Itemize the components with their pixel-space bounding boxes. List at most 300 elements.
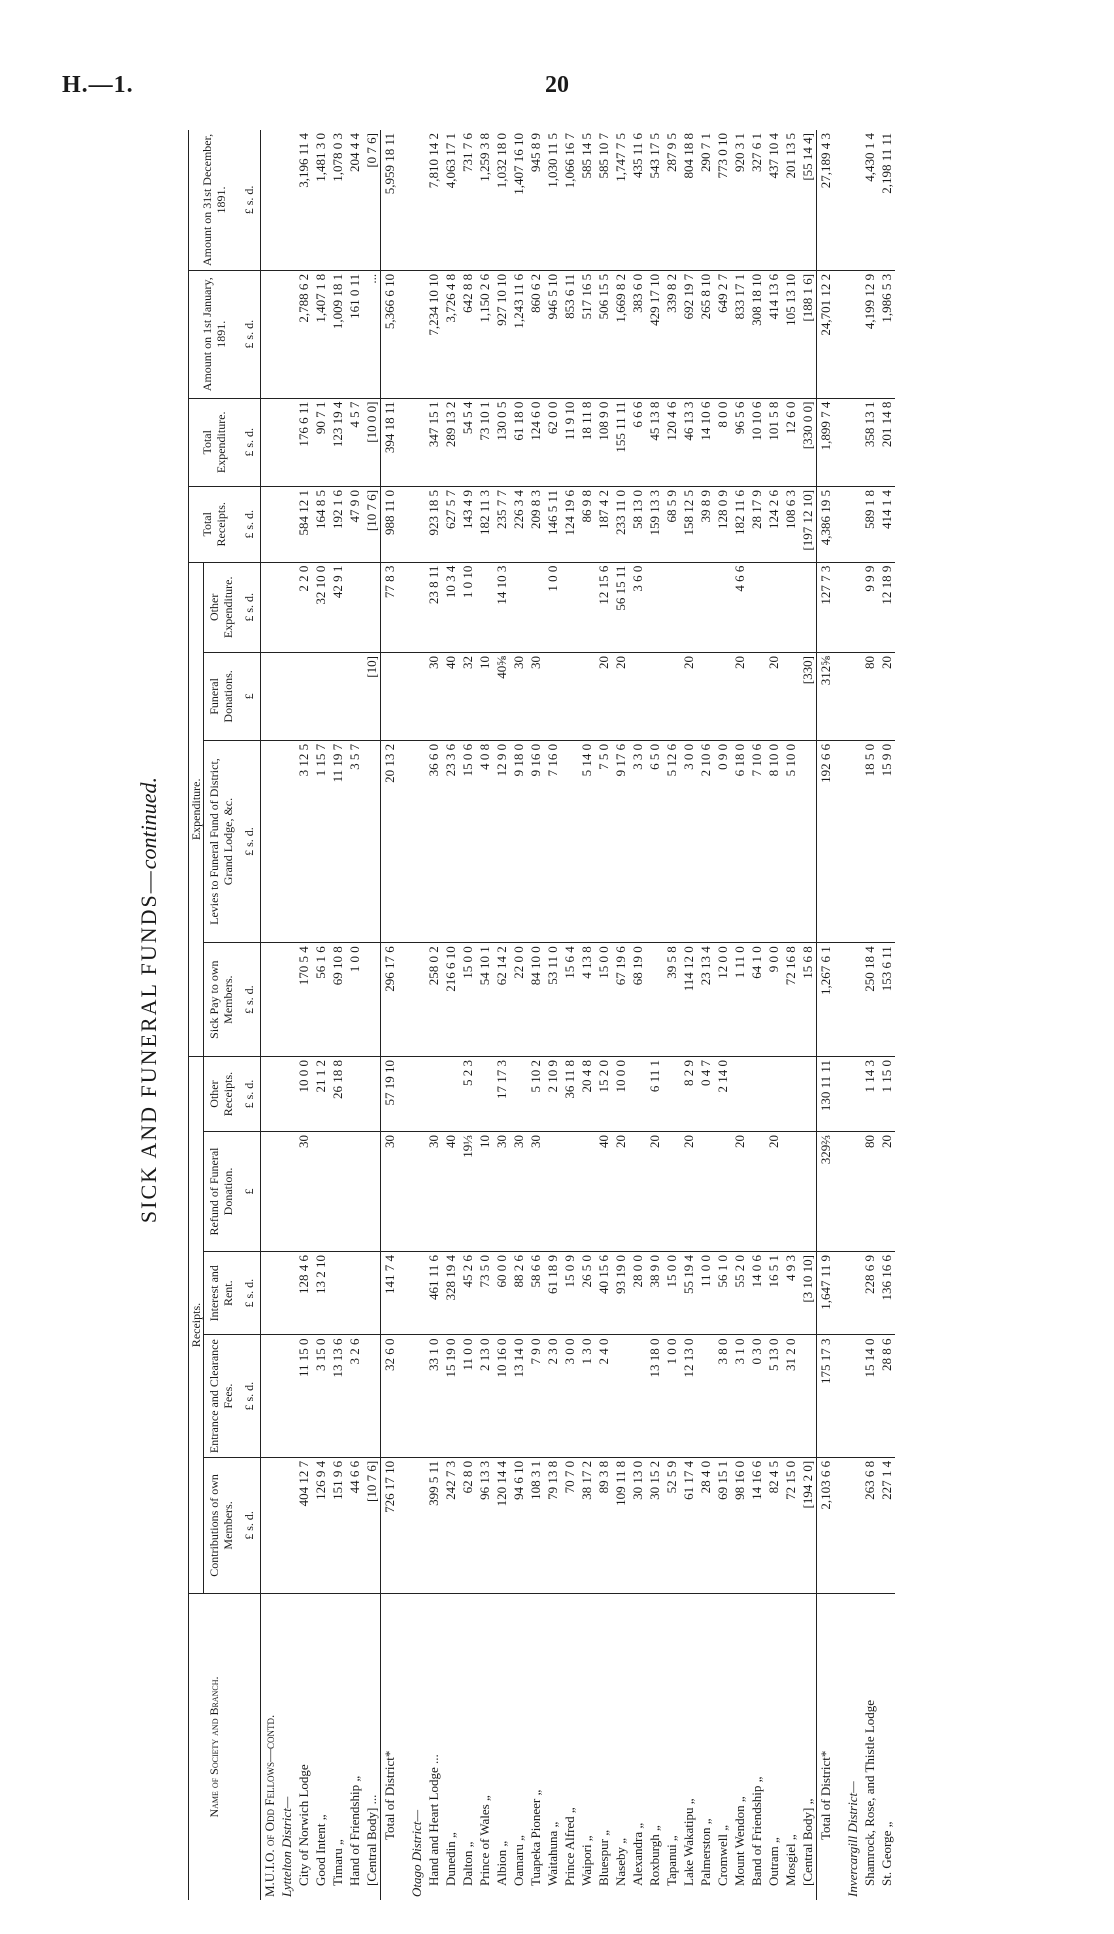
empty-cell bbox=[834, 1132, 844, 1252]
value-cell bbox=[663, 1132, 680, 1252]
value-cell bbox=[363, 1132, 381, 1252]
value-cell: 68 19 0 bbox=[629, 943, 646, 1057]
value-cell: 13 18 0 bbox=[646, 1335, 663, 1457]
value-cell bbox=[363, 1057, 381, 1132]
units-cell: £ s. d. bbox=[238, 1251, 261, 1334]
value-cell: 1,243 11 6 bbox=[510, 270, 527, 398]
value-cell bbox=[714, 562, 731, 652]
col-contributions: Contributions of own Members. bbox=[204, 1457, 239, 1593]
value-cell: 228 6 9 bbox=[861, 1251, 878, 1334]
value-cell bbox=[363, 943, 381, 1057]
society-heading bbox=[261, 130, 279, 1900]
value-cell: 517 16 5 bbox=[578, 270, 595, 398]
value-cell: 20 bbox=[731, 653, 748, 741]
empty-cell bbox=[408, 1335, 425, 1457]
branch-name: Total of District* bbox=[381, 1594, 399, 1901]
value-cell bbox=[748, 562, 765, 652]
value-cell bbox=[346, 1132, 363, 1252]
value-cell: 28 8 6 bbox=[878, 1335, 895, 1457]
value-cell: 5 14 0 bbox=[578, 740, 595, 942]
value-cell bbox=[561, 1132, 578, 1252]
col-other-receipts: Other Receipts. bbox=[204, 1057, 239, 1132]
value-cell bbox=[346, 562, 363, 652]
value-cell: 20 bbox=[731, 1132, 748, 1252]
page-id: H.—1. bbox=[62, 72, 134, 98]
value-cell: 22 0 0 bbox=[510, 943, 527, 1057]
value-cell: 7,810 14 2 bbox=[425, 130, 442, 270]
empty-cell bbox=[261, 486, 279, 562]
table-row bbox=[442, 130, 459, 1900]
value-cell: 108 3 1 bbox=[527, 1457, 544, 1593]
empty-cell bbox=[834, 740, 844, 942]
value-cell bbox=[476, 562, 493, 652]
value-cell: 627 5 7 bbox=[442, 486, 459, 562]
value-cell bbox=[697, 562, 714, 652]
units-cell: £ bbox=[238, 1132, 261, 1252]
value-cell: 13 2 10 bbox=[312, 1251, 329, 1334]
value-cell bbox=[765, 1057, 782, 1132]
value-cell: 347 15 1 bbox=[425, 398, 442, 486]
col-refund-funeral: Refund of Funeral Donation. bbox=[204, 1132, 239, 1252]
branch-name: Dunedin „ bbox=[443, 1832, 458, 1886]
value-cell: 130 11 11 bbox=[817, 1057, 835, 1132]
value-cell: 20 4 8 bbox=[578, 1057, 595, 1132]
branch-name: Alexandra „ bbox=[630, 1822, 645, 1886]
value-cell bbox=[312, 1132, 329, 1252]
value-cell bbox=[295, 653, 312, 741]
value-cell: 216 6 10 bbox=[442, 943, 459, 1057]
value-cell: 54 10 1 bbox=[476, 943, 493, 1057]
value-cell: 30 bbox=[425, 1132, 442, 1252]
empty-cell bbox=[844, 486, 861, 562]
value-cell: 69 10 8 bbox=[329, 943, 346, 1057]
units-cell: £ s. d. bbox=[238, 1335, 261, 1457]
value-cell: 3 2 6 bbox=[346, 1335, 363, 1457]
value-cell: 7 16 0 bbox=[544, 740, 561, 942]
branch-name: Tuapeka Pioneer „ bbox=[528, 1789, 543, 1886]
empty-cell bbox=[261, 740, 279, 942]
units-cell: £ s. d. bbox=[238, 270, 261, 398]
value-cell: 86 9 8 bbox=[578, 486, 595, 562]
value-cell: 4 9 3 bbox=[782, 1251, 799, 1334]
value-cell bbox=[561, 653, 578, 741]
value-cell bbox=[527, 562, 544, 652]
value-cell: [330 0 0] bbox=[799, 398, 817, 486]
value-cell: 10 0 0 bbox=[295, 1057, 312, 1132]
value-cell bbox=[782, 1132, 799, 1252]
value-cell: 36 11 8 bbox=[561, 1057, 578, 1132]
value-cell: 6 11 1 bbox=[646, 1057, 663, 1132]
empty-cell bbox=[834, 653, 844, 741]
value-cell: 128 0 9 bbox=[714, 486, 731, 562]
value-cell: 82 4 5 bbox=[765, 1457, 782, 1593]
page-number: 20 bbox=[545, 72, 569, 98]
units-cell: £ s. d. bbox=[238, 1457, 261, 1593]
value-cell: 9 9 9 bbox=[861, 562, 878, 652]
value-cell: 1 15 7 bbox=[312, 740, 329, 942]
value-cell: 833 17 1 bbox=[731, 270, 748, 398]
value-cell: 20 bbox=[878, 1132, 895, 1252]
units-name bbox=[238, 1594, 261, 1901]
value-cell: 30 15 2 bbox=[646, 1457, 663, 1593]
value-cell: 3 6 0 bbox=[629, 562, 646, 652]
value-cell bbox=[578, 653, 595, 741]
value-cell: 585 14 5 bbox=[578, 130, 595, 270]
value-cell: 10 bbox=[476, 653, 493, 741]
branch-name: Hand of Friendship „ bbox=[347, 1775, 362, 1886]
branch-name: Albion „ bbox=[494, 1840, 509, 1886]
value-cell: 12 15 6 bbox=[595, 562, 612, 652]
value-cell: 312⅝ bbox=[817, 653, 835, 741]
value-cell: 26 18 8 bbox=[329, 1057, 346, 1132]
value-cell: 79 13 8 bbox=[544, 1457, 561, 1593]
value-cell: 3 8 0 bbox=[714, 1335, 731, 1457]
value-cell: [188 1 6] bbox=[799, 270, 817, 398]
society-heading-label: M.U.I.O. of Odd Fellows—contd. bbox=[262, 1714, 277, 1897]
value-cell: 20 bbox=[765, 653, 782, 741]
district-heading bbox=[844, 130, 861, 1900]
value-cell: 5 12 6 bbox=[663, 740, 680, 942]
district-heading-label: Invercargill District— bbox=[845, 1781, 860, 1897]
value-cell: 945 8 9 bbox=[527, 130, 544, 270]
value-cell: 12 0 0 bbox=[714, 943, 731, 1057]
value-cell: 18 5 0 bbox=[861, 740, 878, 942]
empty-cell bbox=[844, 943, 861, 1057]
value-cell: 40 15 6 bbox=[595, 1251, 612, 1334]
value-cell: 93 19 0 bbox=[612, 1251, 629, 1334]
value-cell: 15 19 0 bbox=[442, 1335, 459, 1457]
value-cell: 1,986 5 3 bbox=[878, 270, 895, 398]
empty-cell bbox=[408, 562, 425, 652]
value-cell: 175 17 3 bbox=[817, 1335, 835, 1457]
table-row bbox=[731, 130, 748, 1900]
value-cell: 57 19 10 bbox=[381, 1057, 399, 1132]
value-cell: 62 14 2 bbox=[493, 943, 510, 1057]
value-cell: 1,407 16 10 bbox=[510, 130, 527, 270]
value-cell bbox=[782, 562, 799, 652]
value-cell: 108 6 3 bbox=[782, 486, 799, 562]
value-cell: 124 6 0 bbox=[527, 398, 544, 486]
value-cell: 30 13 0 bbox=[629, 1457, 646, 1593]
branch-name: City of Norwich Lodge bbox=[296, 1764, 311, 1886]
value-cell: 40 bbox=[442, 1132, 459, 1252]
units-cell: £ s. d. bbox=[238, 1057, 261, 1132]
value-cell: 58 13 0 bbox=[629, 486, 646, 562]
value-cell: 161 0 11 bbox=[346, 270, 363, 398]
value-cell: 13 13 6 bbox=[329, 1335, 346, 1457]
value-cell: 14 10 6 bbox=[697, 398, 714, 486]
value-cell: 30 bbox=[527, 1132, 544, 1252]
value-cell bbox=[663, 1057, 680, 1132]
empty-cell bbox=[261, 653, 279, 741]
value-cell: [330] bbox=[799, 653, 817, 741]
value-cell: 584 12 1 bbox=[295, 486, 312, 562]
empty-cell bbox=[834, 398, 844, 486]
value-cell: 258 0 2 bbox=[425, 943, 442, 1057]
empty-cell bbox=[261, 398, 279, 486]
empty-cell bbox=[834, 1251, 844, 1334]
value-cell: 101 5 8 bbox=[765, 398, 782, 486]
value-cell: 235 7 7 bbox=[493, 486, 510, 562]
table-row bbox=[544, 130, 561, 1900]
empty-cell bbox=[398, 943, 408, 1057]
empty-cell bbox=[844, 1132, 861, 1252]
empty-cell bbox=[844, 130, 861, 270]
value-cell: 15 0 6 bbox=[459, 740, 476, 942]
units-cell: £ s. d. bbox=[238, 486, 261, 562]
empty-cell bbox=[398, 130, 408, 270]
value-cell: 18 11 8 bbox=[578, 398, 595, 486]
value-cell: 1 3 0 bbox=[578, 1335, 595, 1457]
value-cell: 15 0 0 bbox=[663, 1251, 680, 1334]
branch-name: Lake Wakatipu „ bbox=[681, 1798, 696, 1886]
value-cell: 31 2 0 bbox=[782, 1335, 799, 1457]
table-row bbox=[363, 130, 381, 1900]
value-cell bbox=[629, 1132, 646, 1252]
value-cell: 12 9 0 bbox=[493, 740, 510, 942]
value-cell: 14 16 6 bbox=[748, 1457, 765, 1593]
value-cell: 108 9 0 bbox=[595, 398, 612, 486]
value-cell bbox=[782, 653, 799, 741]
value-cell bbox=[561, 562, 578, 652]
value-cell: 201 14 8 bbox=[878, 398, 895, 486]
value-cell: 435 11 6 bbox=[629, 130, 646, 270]
empty-cell bbox=[278, 1251, 295, 1334]
value-cell bbox=[381, 653, 399, 741]
value-cell: 328 19 4 bbox=[442, 1251, 459, 1334]
value-cell: 105 13 10 bbox=[782, 270, 799, 398]
value-cell: 20 bbox=[646, 1132, 663, 1252]
value-cell: 7 10 6 bbox=[748, 740, 765, 942]
value-cell: 62 0 0 bbox=[544, 398, 561, 486]
value-cell: 120 14 4 bbox=[493, 1457, 510, 1593]
value-cell: 24,701 12 2 bbox=[817, 270, 835, 398]
value-cell: 642 8 8 bbox=[459, 270, 476, 398]
table-row bbox=[329, 130, 346, 1900]
value-cell bbox=[646, 653, 663, 741]
empty-cell bbox=[398, 562, 408, 652]
empty-cell bbox=[278, 1057, 295, 1132]
units-cell: £ s. d. bbox=[238, 398, 261, 486]
empty-cell bbox=[834, 562, 844, 652]
branch-name: Roxburgh „ bbox=[647, 1825, 662, 1886]
value-cell: 15 0 0 bbox=[459, 943, 476, 1057]
value-cell: 209 8 3 bbox=[527, 486, 544, 562]
empty-cell bbox=[408, 1457, 425, 1593]
empty-cell bbox=[278, 486, 295, 562]
empty-cell bbox=[408, 130, 425, 270]
value-cell: 30 bbox=[510, 1132, 527, 1252]
value-cell: 726 17 10 bbox=[381, 1457, 399, 1593]
table-row bbox=[510, 130, 527, 1900]
value-cell: 9 17 6 bbox=[612, 740, 629, 942]
table-row bbox=[425, 130, 442, 1900]
value-cell: 1,009 18 1 bbox=[329, 270, 346, 398]
value-cell: 170 5 4 bbox=[295, 943, 312, 1057]
value-cell: 10 bbox=[476, 1132, 493, 1252]
value-cell bbox=[363, 1335, 381, 1457]
value-cell: 187 4 2 bbox=[595, 486, 612, 562]
empty-cell bbox=[398, 1335, 408, 1457]
sick-funeral-funds-table bbox=[188, 130, 895, 1900]
value-cell: 1,267 6 1 bbox=[817, 943, 835, 1057]
empty-cell bbox=[844, 562, 861, 652]
empty-cell bbox=[278, 1132, 295, 1252]
empty-cell bbox=[261, 130, 279, 270]
value-cell: 233 11 0 bbox=[612, 486, 629, 562]
empty-cell bbox=[844, 1457, 861, 1593]
value-cell: 128 4 6 bbox=[295, 1251, 312, 1334]
value-cell: 56 1 6 bbox=[312, 943, 329, 1057]
value-cell: 32 10 0 bbox=[312, 562, 329, 652]
value-cell: 5 2 3 bbox=[459, 1057, 476, 1132]
value-cell bbox=[748, 1057, 765, 1132]
value-cell: 1,259 3 8 bbox=[476, 130, 493, 270]
table-row bbox=[527, 130, 544, 1900]
value-cell: 853 6 11 bbox=[561, 270, 578, 398]
value-cell: 55 19 4 bbox=[680, 1251, 697, 1334]
value-cell: [10 7 6] bbox=[363, 1457, 381, 1593]
empty-cell bbox=[834, 1057, 844, 1132]
empty-cell bbox=[844, 1057, 861, 1132]
value-cell: 804 18 8 bbox=[680, 130, 697, 270]
value-cell: 158 12 5 bbox=[680, 486, 697, 562]
value-cell: 30 bbox=[381, 1132, 399, 1252]
district-heading-label: Otago District— bbox=[409, 1809, 424, 1897]
value-cell: 308 18 10 bbox=[748, 270, 765, 398]
table-row bbox=[493, 130, 510, 1900]
spacer-row bbox=[834, 130, 844, 1900]
value-cell: 927 10 10 bbox=[493, 270, 510, 398]
value-cell: 72 15 0 bbox=[782, 1457, 799, 1593]
table-row bbox=[663, 130, 680, 1900]
value-cell: 7 9 0 bbox=[527, 1335, 544, 1457]
value-cell: 15 14 0 bbox=[861, 1335, 878, 1457]
value-cell: 12 6 0 bbox=[782, 398, 799, 486]
value-cell bbox=[697, 1132, 714, 1252]
value-cell: 26 5 0 bbox=[578, 1251, 595, 1334]
branch-name: Timaru „ bbox=[330, 1839, 345, 1886]
value-cell bbox=[346, 1251, 363, 1334]
value-cell: 11 0 0 bbox=[459, 1335, 476, 1457]
value-cell: 123 19 4 bbox=[329, 398, 346, 486]
table-row bbox=[629, 130, 646, 1900]
col-amount-dec: Amount on 31st December, 1891. bbox=[189, 130, 239, 270]
value-cell: 1,030 11 5 bbox=[544, 130, 561, 270]
value-cell: 159 13 3 bbox=[646, 486, 663, 562]
value-cell: 265 8 10 bbox=[697, 270, 714, 398]
value-cell bbox=[799, 1132, 817, 1252]
empty-cell bbox=[844, 398, 861, 486]
empty-cell bbox=[834, 1335, 844, 1457]
value-cell: 10 16 0 bbox=[493, 1335, 510, 1457]
value-cell: 30 bbox=[527, 653, 544, 741]
value-cell: 358 13 1 bbox=[861, 398, 878, 486]
value-cell: 5 10 0 bbox=[782, 740, 799, 942]
value-cell: 153 6 11 bbox=[878, 943, 895, 1057]
value-cell: 124 2 6 bbox=[765, 486, 782, 562]
branch-name: Cromwell „ bbox=[715, 1824, 730, 1886]
empty-cell bbox=[261, 1057, 279, 1132]
empty-cell bbox=[408, 653, 425, 741]
value-cell: 23 13 4 bbox=[697, 943, 714, 1057]
value-cell bbox=[765, 562, 782, 652]
value-cell: 30 bbox=[295, 1132, 312, 1252]
value-cell: 20 bbox=[595, 653, 612, 741]
value-cell bbox=[799, 1057, 817, 1132]
value-cell: 242 7 3 bbox=[442, 1457, 459, 1593]
value-cell: 17 17 3 bbox=[493, 1057, 510, 1132]
col-amount-jan: Amount on 1st January, 1891. bbox=[189, 270, 239, 398]
value-cell: 80 bbox=[861, 1132, 878, 1252]
table-row bbox=[799, 130, 817, 1900]
value-cell: 204 4 4 bbox=[346, 130, 363, 270]
value-cell: 30 bbox=[510, 653, 527, 741]
branch-name: Prince Alfred „ bbox=[562, 1807, 577, 1886]
value-cell: 39 5 8 bbox=[663, 943, 680, 1057]
value-cell: 4,386 19 5 bbox=[817, 486, 835, 562]
empty-cell bbox=[278, 562, 295, 652]
value-cell: 64 1 0 bbox=[748, 943, 765, 1057]
district-heading bbox=[408, 130, 425, 1900]
empty-cell bbox=[261, 1251, 279, 1334]
col-levies: Levies to Funeral Fund of District, Grand Lodge, &c. bbox=[204, 740, 239, 942]
value-cell: 585 10 7 bbox=[595, 130, 612, 270]
value-cell: 923 18 5 bbox=[425, 486, 442, 562]
value-cell: 2 14 0 bbox=[714, 1057, 731, 1132]
district-heading bbox=[278, 130, 295, 1900]
value-cell: 0 9 0 bbox=[714, 740, 731, 942]
col-total-expenditure: Total Expenditure. bbox=[189, 398, 239, 486]
value-cell: 11 19 7 bbox=[329, 740, 346, 942]
value-cell: 20 13 2 bbox=[381, 740, 399, 942]
table-row bbox=[782, 130, 799, 1900]
value-cell: 12 13 0 bbox=[680, 1335, 697, 1457]
value-cell: 15 6 8 bbox=[799, 943, 817, 1057]
value-cell: 7 5 0 bbox=[595, 740, 612, 942]
value-cell: 1 11 0 bbox=[731, 943, 748, 1057]
units-cell: £ s. d. bbox=[238, 562, 261, 652]
value-cell: 8 2 9 bbox=[680, 1057, 697, 1132]
value-cell bbox=[363, 562, 381, 652]
value-cell: 773 0 10 bbox=[714, 130, 731, 270]
units-cell: £ s. d. bbox=[238, 130, 261, 270]
value-cell: 296 17 6 bbox=[381, 943, 399, 1057]
value-cell: 227 1 4 bbox=[878, 1457, 895, 1593]
empty-cell bbox=[834, 943, 844, 1057]
empty-cell bbox=[278, 1457, 295, 1593]
value-cell bbox=[629, 1057, 646, 1132]
value-cell bbox=[799, 562, 817, 652]
value-cell: 1,407 1 8 bbox=[312, 270, 329, 398]
value-cell: 28 4 0 bbox=[697, 1457, 714, 1593]
value-cell: 36 6 0 bbox=[425, 740, 442, 942]
value-cell: 114 12 0 bbox=[680, 943, 697, 1057]
value-cell: 96 13 3 bbox=[476, 1457, 493, 1593]
value-cell: 543 17 5 bbox=[646, 130, 663, 270]
value-cell: 67 19 6 bbox=[612, 943, 629, 1057]
value-cell: 589 1 8 bbox=[861, 486, 878, 562]
empty-cell bbox=[834, 486, 844, 562]
value-cell: 3 1 0 bbox=[731, 1335, 748, 1457]
value-cell: 327 6 1 bbox=[748, 130, 765, 270]
value-cell bbox=[714, 653, 731, 741]
value-cell: 20 bbox=[878, 653, 895, 741]
branch-name: Shamrock, Rose, and Thistle Lodge bbox=[862, 1699, 877, 1886]
value-cell: 1,647 11 9 bbox=[817, 1251, 835, 1334]
value-cell: 15 0 9 bbox=[561, 1251, 578, 1334]
col-sick-pay: Sick Pay to own Members. bbox=[204, 943, 239, 1057]
